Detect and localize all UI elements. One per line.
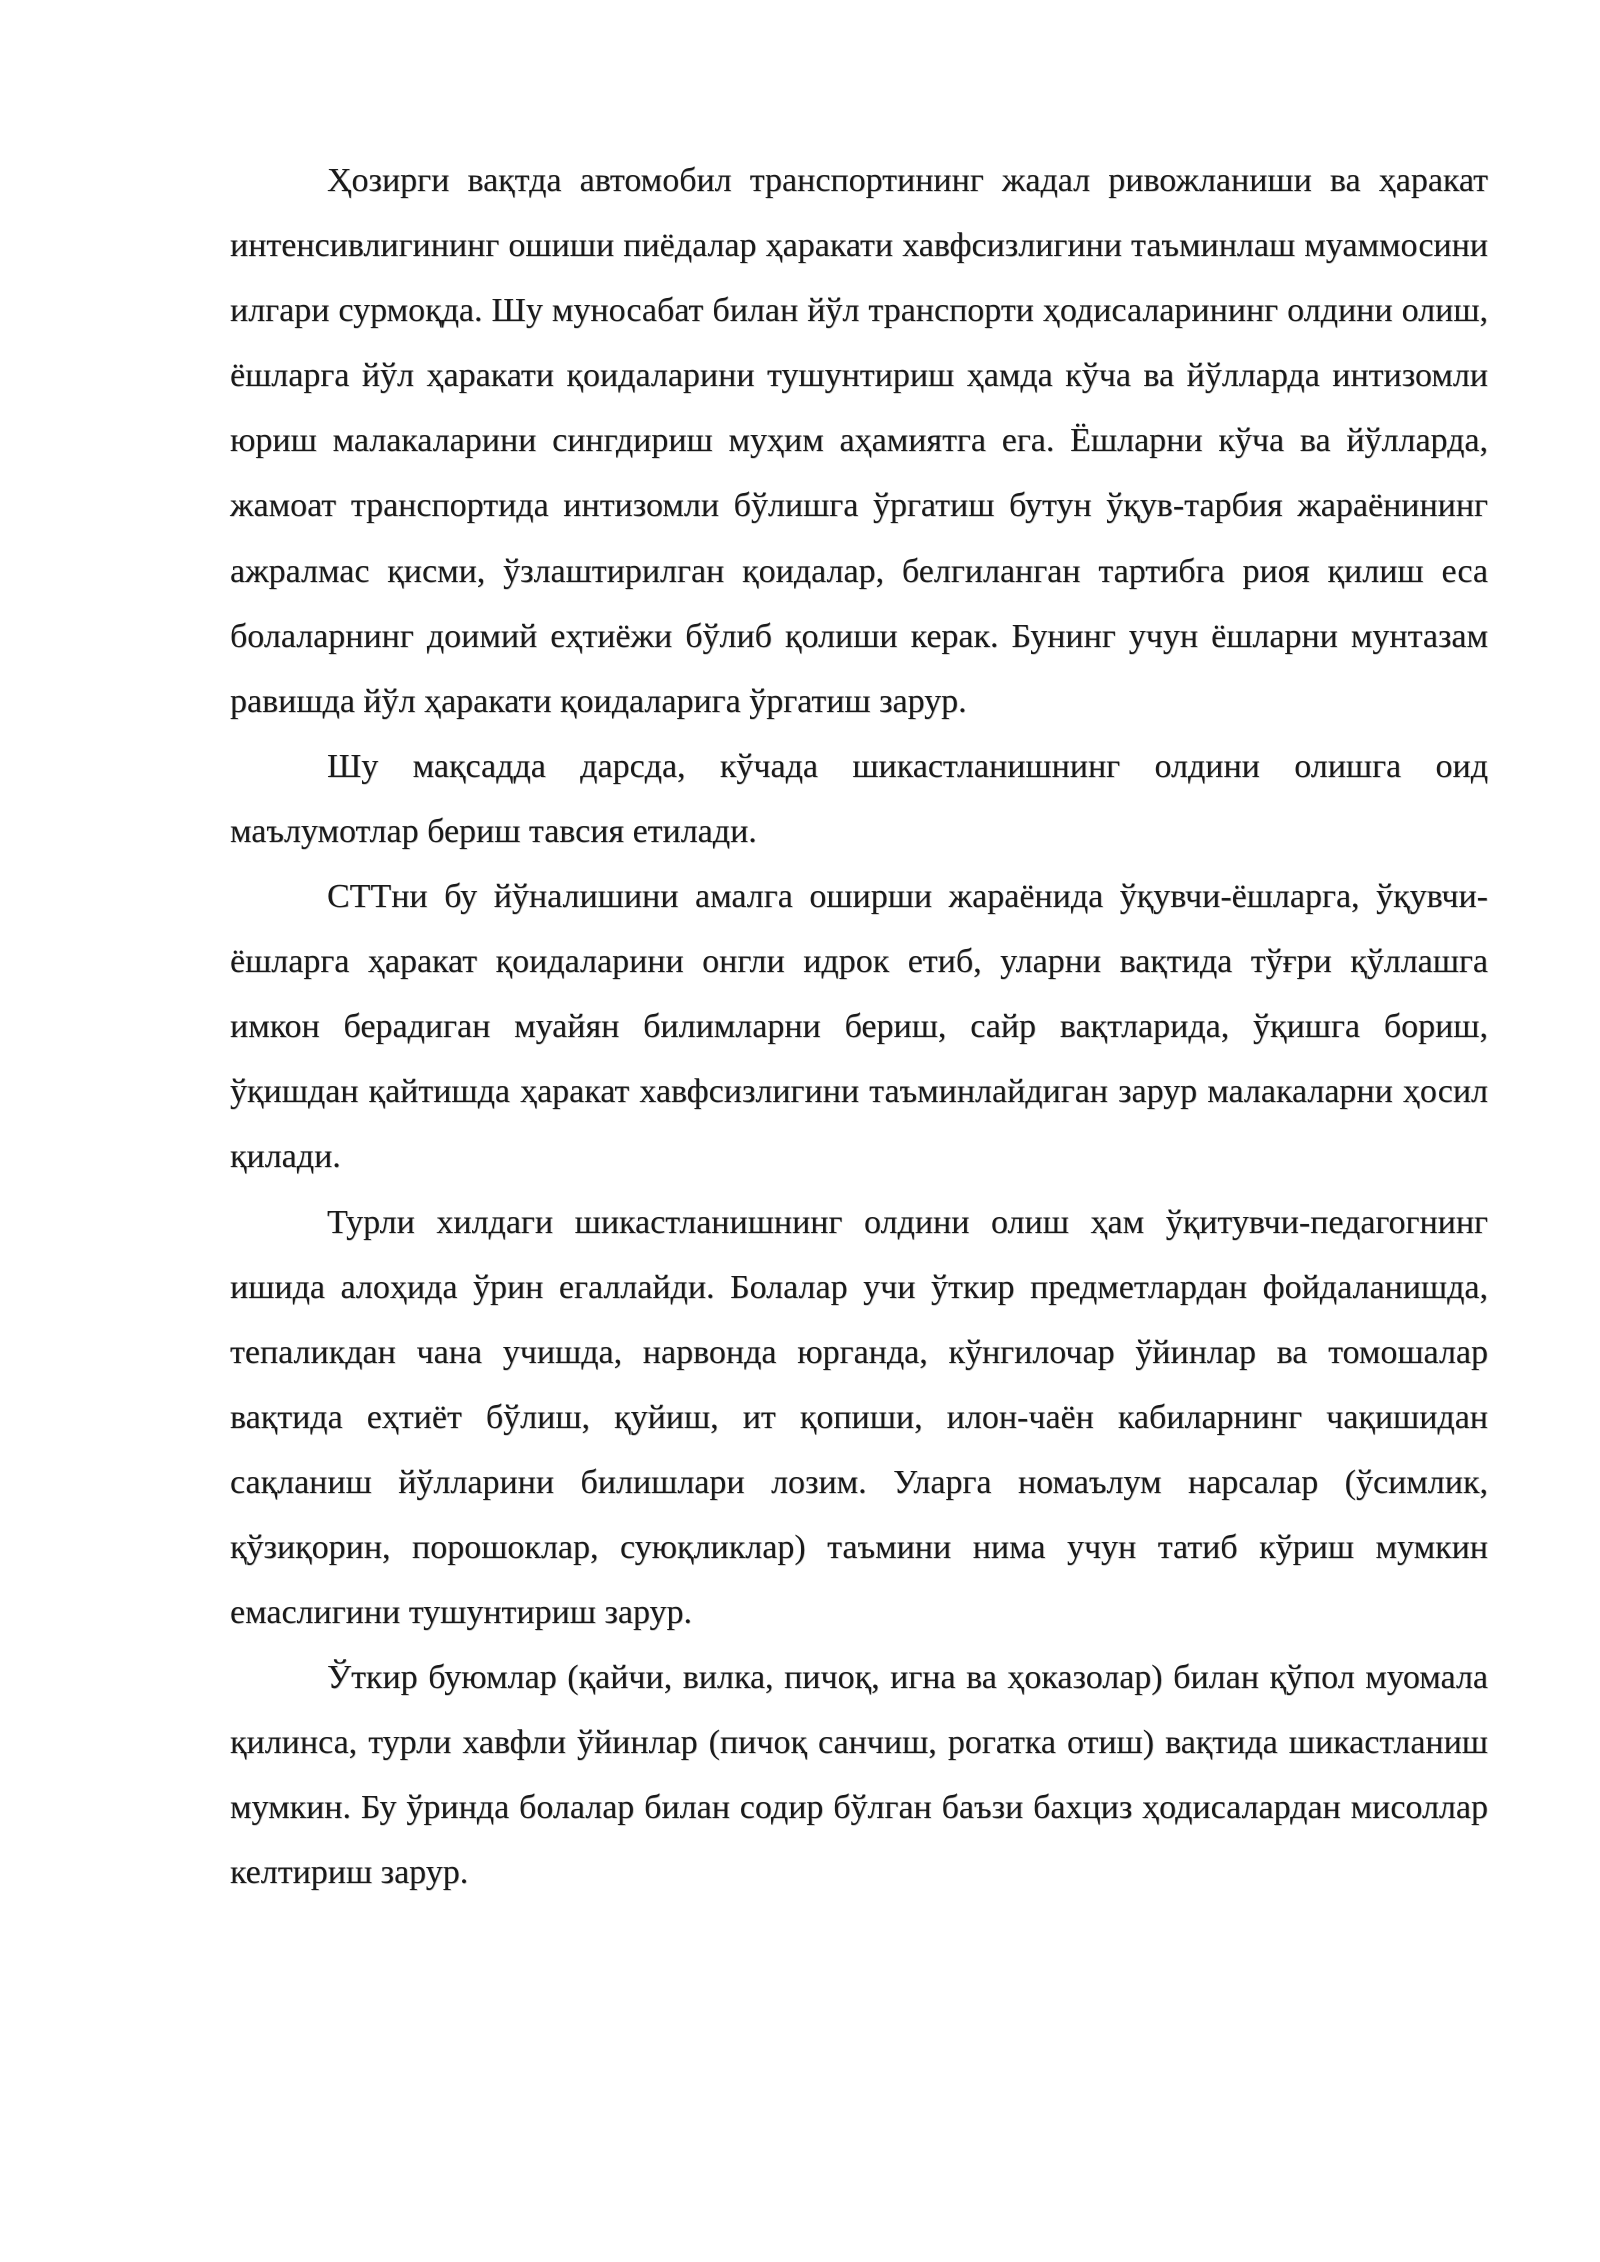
document-body <box>230 148 1488 1906</box>
paragraph-3: СТТни бу йўналишини амалга оширши жараёнида ўқувчи-ёшларга, ўқувчи-ёшларга ҳаракат қоидаларини онгли идрок етиб, уларни вақтида тўғри қўллашга имкон берадиган муайян билимларни бериш, сайр вақтларида, ўқишга бориш, ўқишдан қайтишда ҳаракат хавфсизлигини таъминлайдиган зарур малакаларни ҳосил қилади. <box>230 878 1488 1176</box>
paragraph-5: Ўткир буюмлар (қайчи, вилка, пичоқ, игна ва ҳоказолар) билан қўпол муомала қилинса, турли хавфли ўйинлар (пичоқ санчиш, рогатка отиш) вақтида шикастланиш мумкин. Бу ўринда болалар билан содир бўлган баъзи бахциз ҳодисалардан мисоллар келтириш зарур. <box>230 1659 1488 1892</box>
paragraph-4: Турли хилдаги шикастланишнинг олдини олиш ҳам ўқитувчи-педагогнинг ишида алоҳида ўрин егаллайди. Болалар учи ўткир предметлардан фойдаланишда, тепаликдан чана учишда, нарвонда юрганда, кўнгилочар ўйинлар ва томошалар вақтида еҳтиёт бўлиш, қуйиш, ит қопиши, илон-чаён кабиларнинг чақишидан сақланиш йўлларини билишлари лозим. Уларга номаълум нарсалар (ўсимлик, қўзиқорин, порошоклар, суюқликлар) таъмини нима учун татиб кўриш мумкин емаслигини тушунтириш зарур. <box>230 1203 1488 1632</box>
paragraph-2: Шу мақсадда дарсда, кўчада шикастланишнинг олдини олишга оид маълумотлар бериш тавсия етилади. <box>230 747 1488 850</box>
paragraph-1: Ҳозирги вақтда автомобил транспортининг жадал ривожланиши ва ҳаракат интенсивлигининг ошиши пиёдалар ҳаракати хавфсизлигини таъминлаш муаммосини илгари сурмоқда. Шу муносабат билан йўл транспорти ҳодисаларининг олдини олиш, ёшларга йўл ҳаракати қоидаларини тушунтириш ҳамда кўча ва йўлларда интизомли юриш малакаларини сингдириш муҳим аҳамиятга ега. Ёшларни кўча ва йўлларда, жамоат транспортида интизомли бўлишга ўргатиш бутун ўқув-тарбия жараёнининг ажралмас қисми, ўзлаштирилган қоидалар, белгиланган тартибга риоя қилиш еса болаларнинг доимий еҳтиёжи бўлиб қолиши керак. Бунинг учун ёшларни мунтазам равишда йўл ҳаракати қоидаларига ўргатиш зарур. <box>230 162 1488 720</box>
